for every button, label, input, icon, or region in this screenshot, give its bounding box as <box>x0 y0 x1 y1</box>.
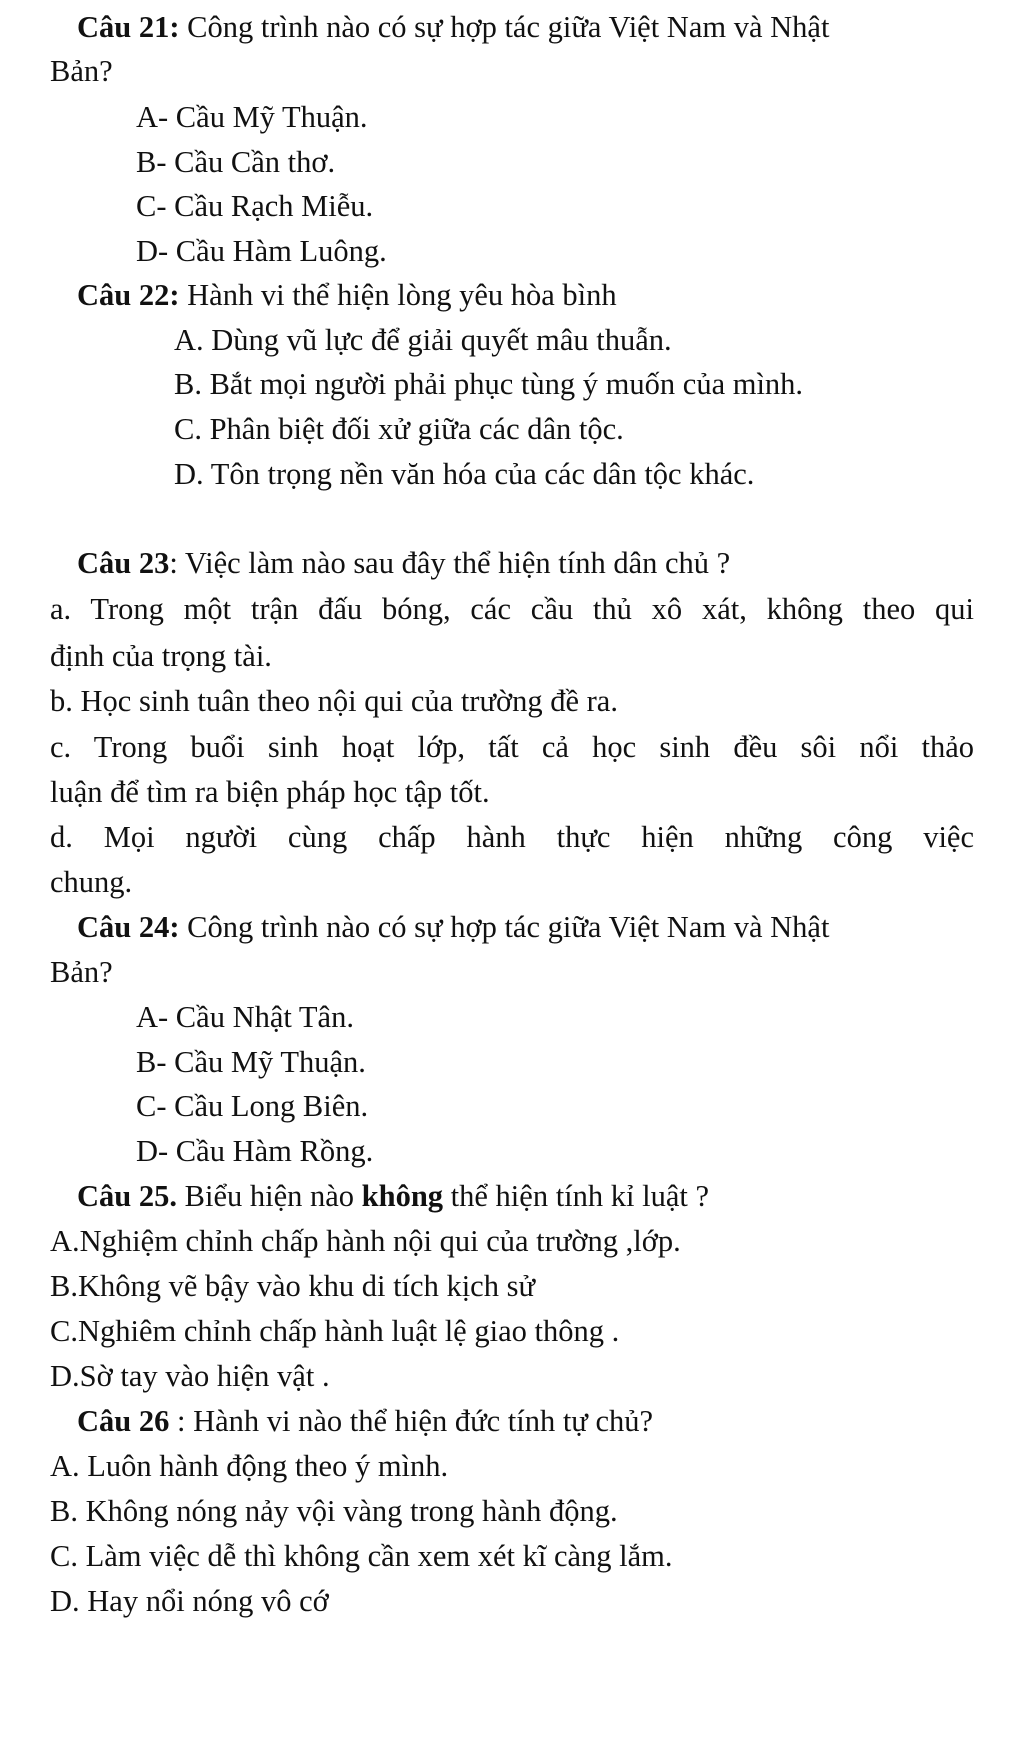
question-22-option-d: D. Tôn trọng nền văn hóa của các dân tộc khác. <box>174 457 755 491</box>
question-25-text-pre: Biểu hiện nào <box>177 1179 362 1213</box>
question-21-stem <box>77 12 829 43</box>
question-22-stem <box>77 280 617 311</box>
question-25-option-d: D.Sờ tay vào hiện vật . <box>50 1359 330 1393</box>
question-23-label: Câu 23 <box>77 546 170 580</box>
question-26-option-a: A. Luôn hành động theo ý mình. <box>50 1449 449 1483</box>
question-23-option-c-cont: luận để tìm ra biện pháp học tập tốt. <box>50 775 490 809</box>
question-23-option-b: b. Học sinh tuân theo nội qui của trường đề ra. <box>50 684 618 718</box>
question-21-option-d: D- Cầu Hàm Luông. <box>136 234 387 268</box>
question-26-text: : Hành vi nào thể hiện đức tính tự chủ? <box>169 1404 654 1438</box>
question-25-option-b: B.Không vẽ bậy vào khu di tích kịch sử <box>50 1269 535 1303</box>
question-25-label: Câu 25. <box>77 1179 177 1213</box>
question-22-option-a: A. Dùng vũ lực để giải quyết mâu thuẫn. <box>174 323 672 357</box>
question-24-option-c: C- Cầu Long Biên. <box>136 1089 369 1123</box>
question-24-option-d: D- Cầu Hàm Rồng. <box>136 1134 374 1168</box>
question-22-label: Câu 22: <box>77 278 180 312</box>
question-24-stem <box>77 912 829 943</box>
question-24-label: Câu 24: <box>77 910 180 944</box>
question-25-stem <box>77 1181 709 1212</box>
question-26-label: Câu 26 <box>77 1404 170 1438</box>
question-23-option-c: c. Trong buổi sinh hoạt lớp, tất cả học sinh đều sôi nổi thảo <box>50 730 974 764</box>
question-21-stem-cont: Bản? <box>50 54 113 88</box>
question-25-text-bold: không <box>361 1179 444 1213</box>
question-21-option-a: A- Cầu Mỹ Thuận. <box>136 100 368 134</box>
question-24-option-b: B- Cầu Mỹ Thuận. <box>136 1045 366 1079</box>
question-21-text: Công trình nào có sự hợp tác giữa Việt Nam và Nhật <box>179 10 830 44</box>
question-24-text: Công trình nào có sự hợp tác giữa Việt Nam và Nhật <box>179 910 830 944</box>
question-23-stem <box>77 548 730 579</box>
question-23-option-d: d. Mọi người cùng chấp hành thực hiện những công việc <box>50 820 974 854</box>
question-22-text: Hành vi thể hiện lòng yêu hòa bình <box>179 278 617 312</box>
question-21-option-b: B- Cầu Cần thơ. <box>136 145 336 179</box>
question-26-option-b: B. Không nóng nảy vội vàng trong hành động. <box>50 1494 618 1528</box>
question-24-option-a: A- Cầu Nhật Tân. <box>136 1000 354 1034</box>
question-24-stem-cont: Bản? <box>50 955 113 989</box>
question-26-option-d: D. Hay nổi nóng vô cớ <box>50 1584 329 1618</box>
question-21-option-c: C- Cầu Rạch Miễu. <box>136 189 374 223</box>
question-23-option-d-cont: chung. <box>50 865 133 899</box>
question-26-stem <box>77 1406 653 1437</box>
question-22-option-b: B. Bắt mọi người phải phục tùng ý muốn của mình. <box>174 367 804 401</box>
question-23-option-a-cont: định của trọng tài. <box>50 639 272 673</box>
question-26-option-c: C. Làm việc dễ thì không cần xem xét kĩ càng lắm. <box>50 1539 673 1573</box>
question-23-text: : Việc làm nào sau đây thể hiện tính dân chủ ? <box>169 546 731 580</box>
question-21-label: Câu 21: <box>77 10 180 44</box>
question-25-option-c: C.Nghiêm chỉnh chấp hành luật lệ giao thông . <box>50 1314 620 1348</box>
question-25-text-post: thể hiện tính kỉ luật ? <box>443 1179 710 1213</box>
question-23-option-a: a. Trong một trận đấu bóng, các cầu thủ xô xát, không theo qui <box>50 592 974 626</box>
question-25-option-a: A.Nghiệm chỉnh chấp hành nội qui của trường ,lớp. <box>50 1224 681 1258</box>
question-22-option-c: C. Phân biệt đối xử giữa các dân tộc. <box>174 412 624 446</box>
